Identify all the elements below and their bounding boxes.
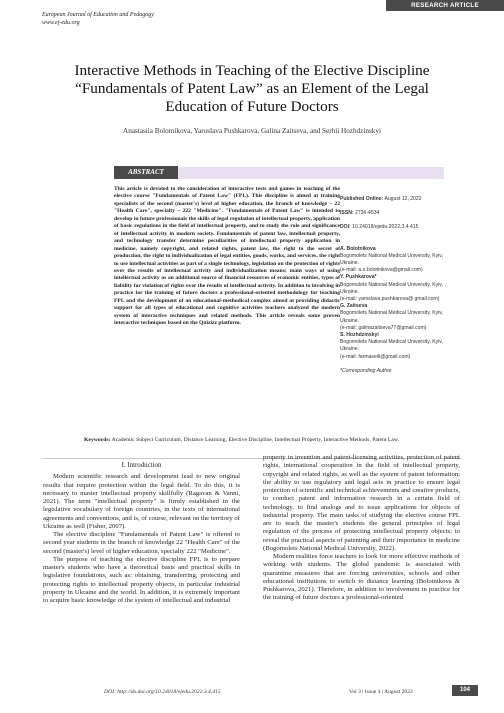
author-name: Y. Pushkarova* — [340, 274, 377, 281]
author-email[interactable]: (e-mail: a.o.bolotnikova@gmail.com) — [340, 267, 423, 274]
body-column-left — [43, 462, 240, 605]
issn-label: ISSN: — [340, 210, 354, 217]
author-affiliation: Bogomolets National Medical University, Kyiv, Ukraine. — [340, 339, 443, 353]
issn-line — [340, 210, 458, 217]
journal-name: European Journal of Education and Pedagogy — [42, 12, 154, 18]
corresponding-author-note: *Corresponding Author — [340, 367, 392, 374]
paragraph: Modern scientific research and development lead to new original results that require protection within the legal field. To do this, it is necessary to master intellectual property skillfully (Ragavan & Vanni, 2021). The term "intellectual property" is firmly established in the legislative vocabulary of foreign countries, in the texts of international agreements and conventions, and is, of course, relevant on the territory of Ukraine as well (Fisher, 2007). — [43, 473, 240, 530]
article-title: Interactive Methods in Teaching of the Elective Discipline “Fundamentals of Patent Law” as an Element of the Legal Education of Future Doctors — [74, 62, 430, 115]
author-info — [340, 332, 458, 361]
doi-value: 10.24018/ejedu.2022.3.4.415 — [352, 224, 419, 231]
author-affiliation: Bogomolets National Medical University, Kyiv, Ukraine. — [340, 281, 443, 295]
keywords-label: Keywords: — [84, 437, 111, 443]
abstract-label: ABSTRACT — [114, 166, 178, 179]
author-list: Anastasiia Bolotnikova, Yaroslava Pushkarova, Galina Zaitseva, and Serhii Hozhdzinskyi — [123, 127, 381, 135]
author-name: S. Hozhdzinskyi — [340, 332, 379, 339]
paragraph: property in invention and patent-licensing activities, protection of patent rights, international cooperation in the field of intellectual property, copyright and related rights, as well as the system of patent information; the ability to use regulatory and legal acts in practice to ensure legal protection of scientific and technical achievements and creative products, to conduct patent and information research in a certain field of technology, to find analogs and to issue applications for objects of industrial property. The main tasks of studying the elective course FPL are to teach the master's students the general principles of legal regulation of the process of protecting intellectual property objects; to reveal the practical aspects of patenting and their importance in medicine (Bogomolets National Medical University, 2022). — [263, 454, 460, 552]
author-email[interactable]: (e-mail: farmaseili@gmail.com) — [340, 353, 411, 360]
article-info-sidebar — [340, 196, 458, 375]
author-affiliation: Bogomolets National Medical University, Kyiv, Ukraine. — [340, 252, 443, 267]
footer-volume: Vol 3 | Issue 4 | August 2022 — [349, 689, 413, 695]
journal-header — [42, 12, 154, 27]
abstract-text: This article is devoted to the consideration of interactive tests and games in teaching of the elective course "Fundamentals of Patent Law" (FPL). This discipline is aimed at training specialists of the second (master's) level of higher education, the branch of knowledge – 22 "Health Care", specialty – 222 "Medicine". "Fundamentals of Patent Law" is intended to develop in future professionals the skills of legal regulation of intellectual property, application of basic regulations in the field of intellectual property, and to study the role and significance of intellectual activity in modern society. Fundamentals of patent law, intellectual property, and technology transfer determine peculiarities of intellectual property application in medicine, namely copyright, and related rights, patent law, the right to the secret of production, the right to individualization of legal entities, goods, works, and services, the right to use intellectual activities as part of a single technology, legislation on the protection of rights over the results of intellectual activity and individualization means; main ways of using intellectual activity as an additional source of financial resources of economic entities, types of liability for violation of rights over the results of intellectual activity. In addition to involving in practice for the training of future doctors a professional-oriented methodology for teaching FPL and the development of an educational-methodical complex aimed at providing didactic support for all types of educational and cognitive activities teachers analyzed the modern system of interactive techniques and related methods. This article reveals some proven interactive techniques based on the Quizizz platform. — [114, 186, 340, 327]
author-affiliation: Bogomolets National Medical University, Kyiv, Ukraine. — [340, 310, 443, 324]
published-label: Published Online: — [340, 196, 384, 202]
author-name: A. Bolotnikova — [340, 245, 376, 252]
body-column-right — [263, 454, 460, 603]
author-info — [340, 246, 458, 275]
author-info — [340, 274, 458, 303]
page-number: 104 — [452, 685, 478, 696]
doi-line — [340, 224, 458, 231]
paragraph: The elective discipline "Fundamentals of Patent Law" is offered to second year students in the branch of knowledge 22 "Health Care" of the second (master's) level of higher education, specialty 222 "Medicine". — [43, 531, 240, 555]
author-info — [340, 303, 458, 332]
author-email[interactable]: (e-mail: galinazaitseva77@gmail.com) — [340, 324, 427, 331]
doi-label: DOI: — [340, 224, 351, 231]
published-line — [340, 196, 458, 203]
published-date: August 12, 2022 — [384, 196, 422, 202]
paragraph: Modern realities force teachers to look for more effective methods of working with students. The global pandemic is associated with quarantine measures that are forcing universities, schools and other educational institutions to switch to distance learning (Bolotnikova & Pushkarova, 2021). Therefore, in addition to involvement in practice for the training of future doctors a professional-oriented — [263, 553, 460, 602]
footer-doi[interactable]: DOI: http://dx.doi.org/10.24018/ejedu.2022.3.4.415 — [104, 689, 221, 695]
keywords-text: Academic Subject Curriculum, Distance Learning, Elective Discipline, Intellectual Property, Interactive Methods, Patent Law. — [111, 437, 399, 443]
article-type-badge: RESEARCH ARTICLE — [386, 0, 504, 11]
issn-value: 2736-4534 — [355, 210, 380, 217]
author-email[interactable]: (e-mail: yaroslava.pushkarova@ gmail.com) — [340, 296, 440, 303]
keywords — [84, 437, 440, 445]
author-name: G. Zaitseva — [340, 303, 368, 310]
paragraph: The purpose of teaching the elective discipline FPL is to prepare master's students who have a theoretical basis and practical skills in legislative foundations, such as: obtaining, transferring, protecting and protecting rights to intellectual property objects, in particular industrial property in Ukraine and the world. In addition, it is extremely important to acquire basic knowledge of the system of intellectual and industrial — [43, 555, 240, 604]
section-heading: I. Introduction — [121, 462, 162, 469]
journal-website: www.ej-edu.org — [42, 19, 80, 26]
